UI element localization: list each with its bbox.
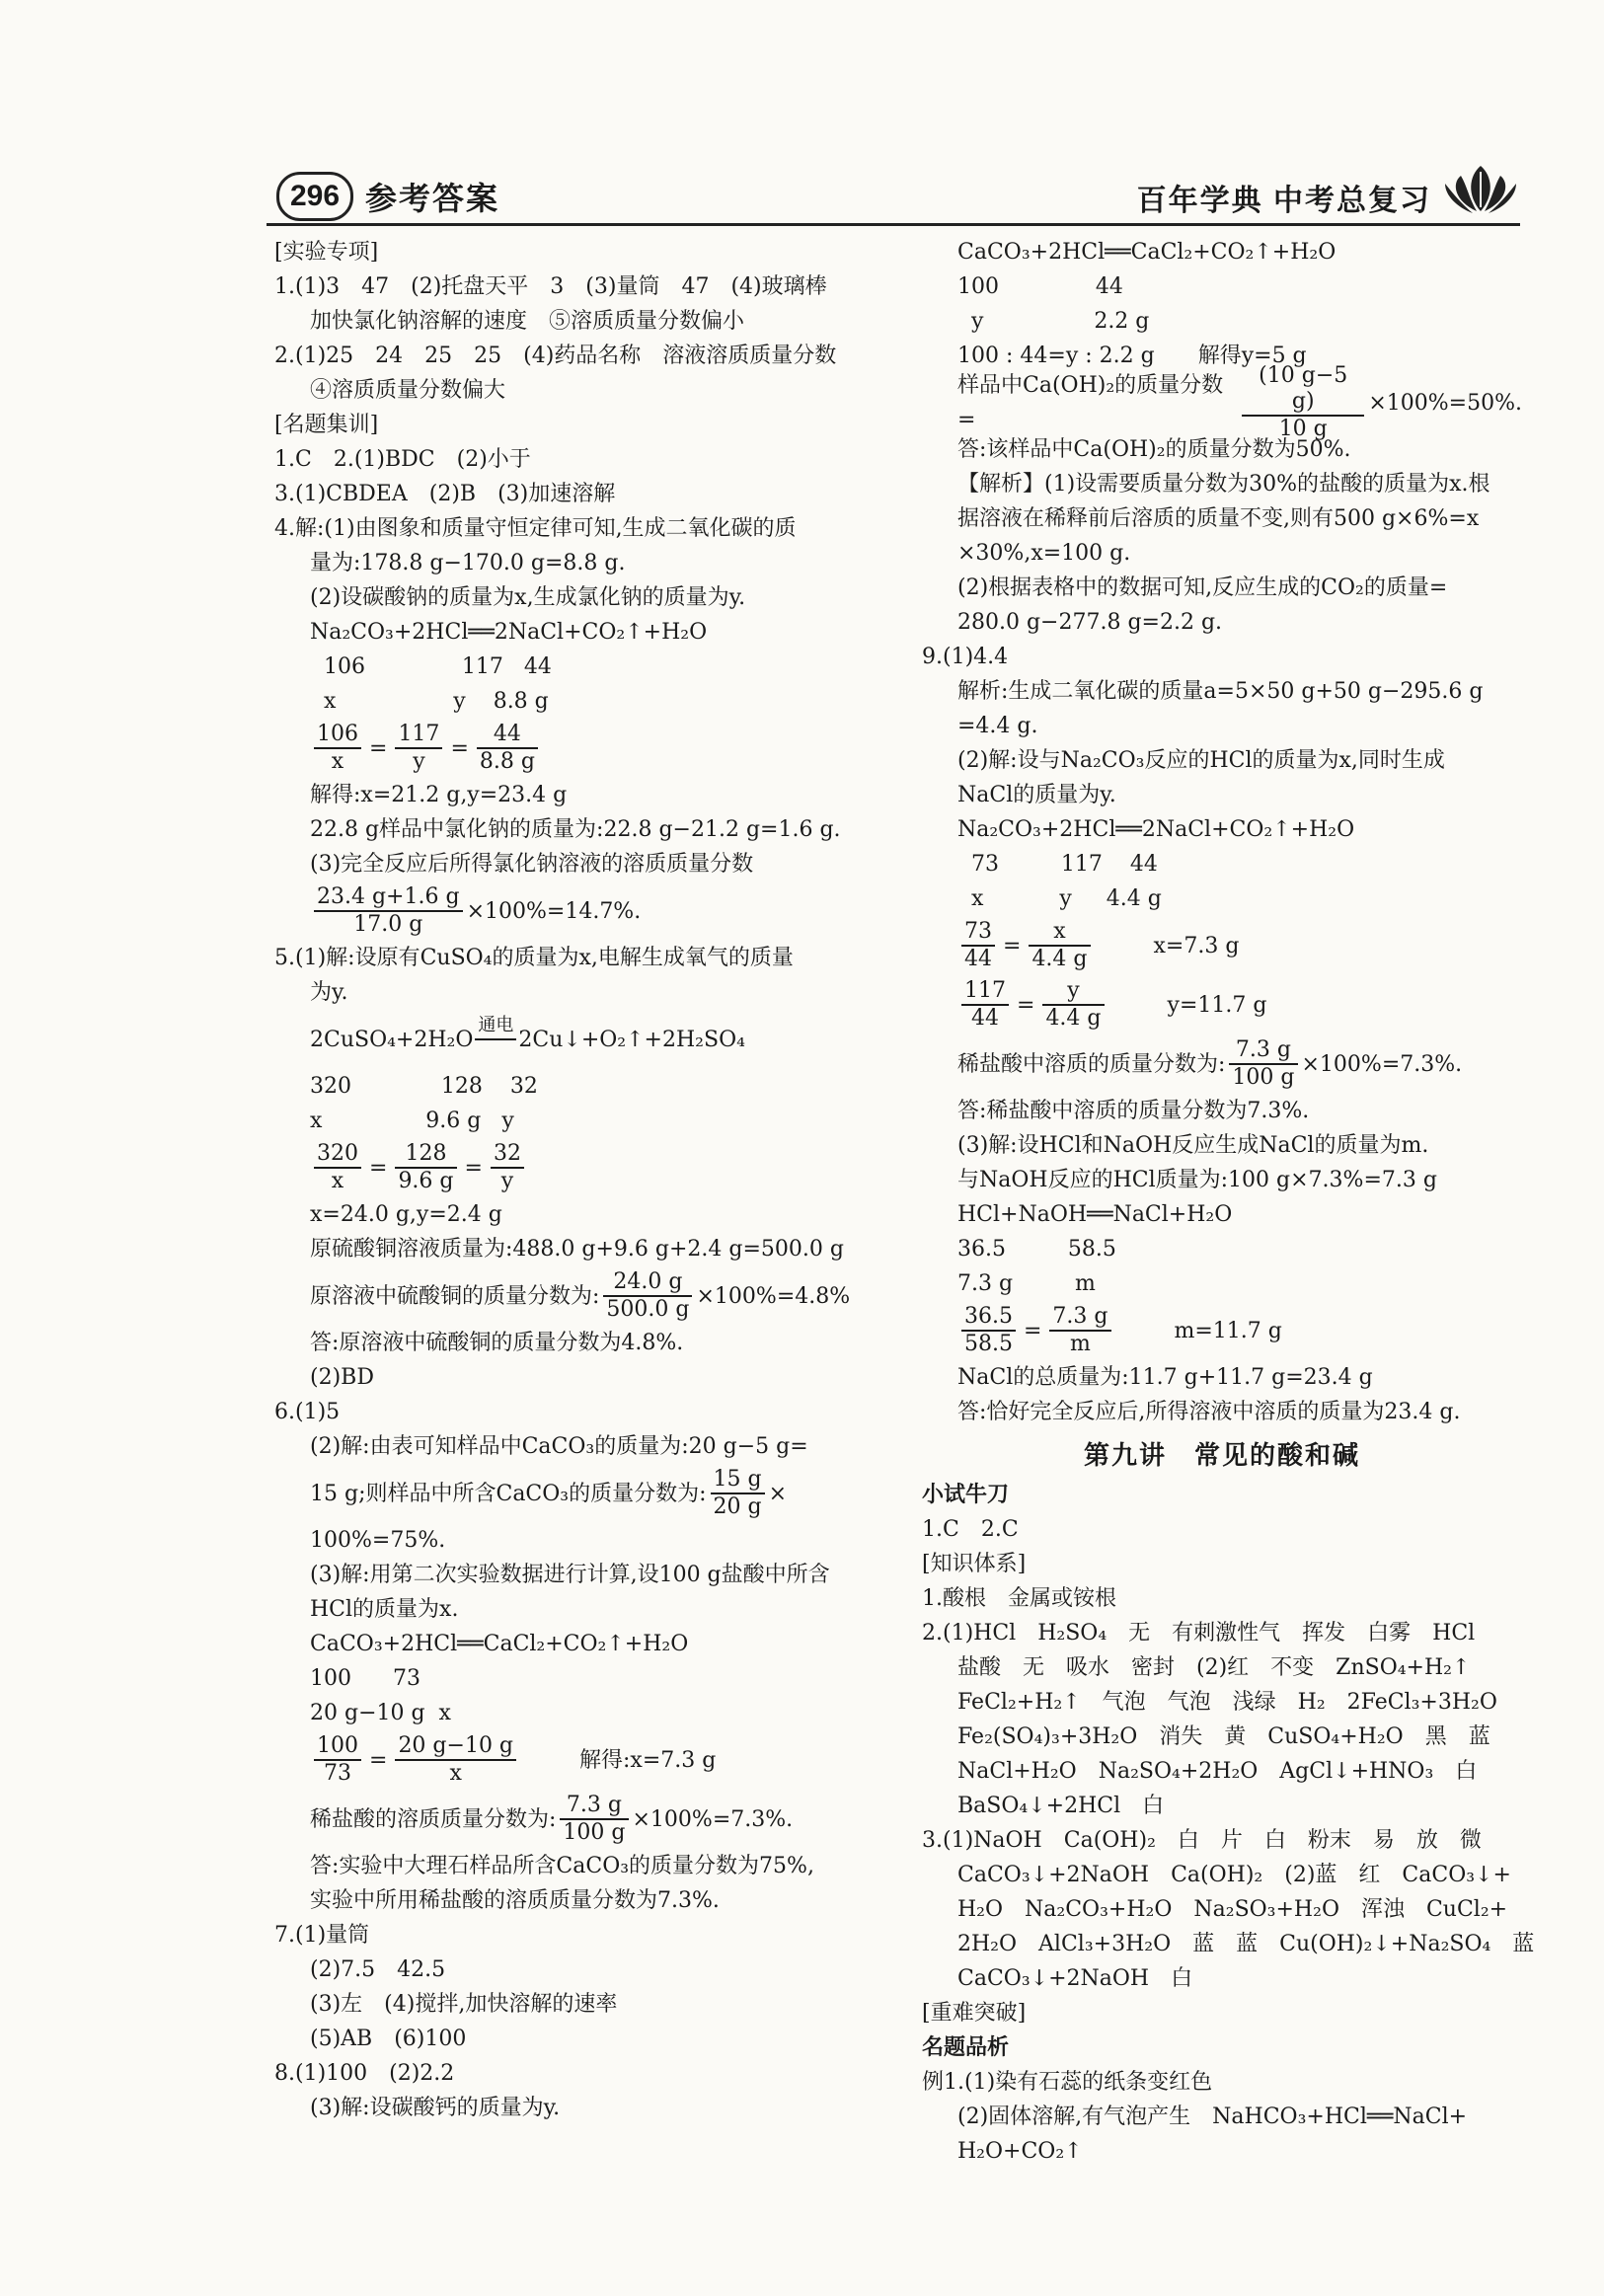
- fraction-denominator: x: [331, 749, 344, 774]
- page-number: 296: [276, 172, 353, 221]
- text-line: ④溶质质量分数偏大: [310, 378, 506, 403]
- text-line: 加快氯化钠溶解的速度 ⑤溶质质量分数偏小: [310, 309, 745, 334]
- subsection-title: 名题品析: [922, 2034, 1010, 2060]
- text-line: (3)解:设HCl和NaOH反应生成NaCl的质量为m.: [957, 1133, 1429, 1158]
- text-line: 9.(1)4.4: [922, 645, 1009, 669]
- text-line: CaCO₃↓+2NaOH Ca(OH)₂ (2)蓝 红 CaCO₃↓+: [957, 1863, 1511, 1887]
- fraction-numerator: x: [1029, 919, 1090, 947]
- fraction-denominator: 100 g: [563, 1820, 626, 1845]
- expression-prefix: 稀盐酸中溶质的质量分数为:: [957, 1051, 1226, 1077]
- text-line: 1.酸根 金属或铵根: [922, 1586, 1116, 1611]
- text-line: 4.解:(1)由图象和质量守恒定律可知,生成二氧化碳的质: [274, 516, 797, 541]
- text-line: (5)AB (6)100: [310, 2027, 467, 2051]
- fraction-numerator: 128: [395, 1141, 456, 1169]
- fraction-numerator: 100: [314, 1733, 361, 1761]
- text-line: (2)解:设与Na₂CO₃反应的HCl的质量为x,同时生成: [957, 748, 1445, 773]
- text-line: x=24.0 g,y=2.4 g: [310, 1202, 502, 1227]
- text-line: H₂O+CO₂↑: [957, 2139, 1083, 2164]
- equation: Na₂CO₃+2HCl══2NaCl+CO₂↑+H₂O: [957, 817, 1355, 842]
- text-line: 1.C 2.C: [922, 1517, 1019, 1542]
- equation-unknowns: x y 4.4 g: [971, 886, 1162, 911]
- equation-unknowns: x y 8.8 g: [324, 689, 549, 714]
- expression-tail: 解得:x=7.3 g: [579, 1747, 717, 1773]
- text-line: 答:稀盐酸中溶质的质量分数为7.3%.: [957, 1099, 1310, 1123]
- equation-coefficients: 100 44: [957, 274, 1123, 299]
- expression-prefix: 样品中Ca(OH)₂的质量分数=: [957, 373, 1224, 432]
- fraction-expression: [274, 881, 886, 941]
- fraction-expression: [274, 1266, 886, 1326]
- fraction-denominator: 9.6 g: [398, 1169, 454, 1193]
- fraction-numerator: (10 g−5 g): [1242, 363, 1364, 417]
- fraction-numerator: 117: [395, 722, 442, 749]
- text-line: 解得:x=21.2 g,y=23.4 g: [310, 783, 568, 807]
- equation: CaCO₃+2HCl══CaCl₂+CO₂↑+H₂O: [957, 240, 1337, 265]
- text-line: 答:原溶液中硫酸铜的质量分数为4.8%.: [310, 1331, 684, 1355]
- fraction-expression: [922, 1034, 1522, 1094]
- fraction-numerator: 7.3 g: [1049, 1304, 1110, 1332]
- equation: Na₂CO₃+2HCl══2NaCl+CO₂↑+H₂O: [310, 620, 708, 645]
- text-line: 2.(1)25 24 25 25 (4)药品名称 溶液溶质质量分数: [274, 344, 837, 368]
- chapter-title: 第九讲 常见的酸和碱: [1083, 1440, 1360, 1470]
- text-line: 实验中所用稀盐酸的溶质质量分数为7.3%.: [310, 1888, 720, 1913]
- text-line: 【解析】(1)设需要质量分数为30%的盐酸的质量为x.根: [957, 472, 1490, 497]
- equation: HCl+NaOH══NaCl+H₂O: [957, 1202, 1233, 1227]
- equation-coefficients: 73 117 44: [971, 852, 1158, 877]
- text-line: FeCl₂+H₂↑ 气泡 气泡 浅绿 H₂ 2FeCl₃+3H₂O: [957, 1690, 1497, 1715]
- ratio-equation: $\frac{106}{x}$ = $\frac{117}{y}$ = $\frac{44}{8.8 g}$: [274, 719, 886, 778]
- fraction-denominator: 100 g: [1232, 1065, 1295, 1090]
- text-line: 8.(1)100 (2)2.2: [274, 2061, 455, 2086]
- text-line: =4.4 g.: [957, 714, 1038, 738]
- equation: CaCO₃+2HCl══CaCl₂+CO₂↑+H₂O: [310, 1632, 689, 1656]
- ratio-equation: $\frac{117}{44}$ = $\frac{y}{4.4 g}$ y=11.7 g: [922, 975, 1522, 1034]
- text-line: 100 : 44=y : 2.2 g 解得y=5 g: [957, 344, 1307, 368]
- fraction-numerator: y: [1042, 978, 1104, 1006]
- text-line: 答:该样品中Ca(OH)₂的质量分数为50%.: [957, 437, 1351, 462]
- left-column: [274, 235, 886, 2125]
- ratio-equation: $\frac{100}{73}$ = $\frac{20 g-10 g}{x}$ 解得:x=7.3 g: [274, 1730, 886, 1790]
- fraction-numerator: 73: [961, 919, 995, 947]
- fraction-expression: [274, 1790, 886, 1849]
- fraction-expression: [274, 1464, 886, 1523]
- text-line: 答:实验中大理石样品所含CaCO₃的质量分数为75%,: [310, 1854, 814, 1878]
- equation-coefficients: 36.5 58.5: [957, 1237, 1116, 1262]
- text-line: (2)解:由表可知样品中CaCO₃的质量为:20 g−5 g=: [310, 1434, 808, 1459]
- text-line: 据溶液在稀释前后溶质的质量不变,则有500 g×6%=x: [957, 506, 1480, 531]
- fraction-expression: [922, 363, 1522, 441]
- fraction-denominator: 73: [324, 1761, 351, 1786]
- fraction-numerator: 320: [314, 1141, 361, 1169]
- equation-unknowns: 7.3 g m: [957, 1271, 1096, 1296]
- expression-tail: ×: [768, 1481, 788, 1506]
- text-line: (3)完全反应后所得氯化钠溶液的溶质质量分数: [310, 852, 754, 877]
- fraction-denominator: 8.8 g: [479, 749, 535, 774]
- fraction-numerator: 32: [491, 1141, 524, 1169]
- expression-tail: ×100%=14.7%.: [466, 898, 642, 924]
- expression-tail: x=7.3 g: [1153, 933, 1240, 958]
- fraction-numerator: 23.4 g+1.6 g: [314, 884, 463, 912]
- fraction-numerator: 7.3 g: [560, 1793, 628, 1820]
- expression-tail: ×100%=7.3%.: [1301, 1051, 1463, 1077]
- text-line: (2)7.5 42.5: [310, 1957, 446, 1982]
- text-line: [实验专项]: [274, 240, 379, 265]
- text-line: 22.8 g样品中氯化钠的质量为:22.8 g−21.2 g=1.6 g.: [310, 817, 841, 842]
- fraction-numerator: 106: [314, 722, 361, 749]
- ratio-equation: $\frac{36.5}{58.5}$ = $\frac{7.3 g}{m}$ m=11.7 g: [922, 1301, 1522, 1360]
- expression-tail: ×100%=50%.: [1368, 390, 1522, 416]
- text-line: 答:恰好完全反应后,所得溶液中溶质的质量为23.4 g.: [957, 1400, 1461, 1424]
- leaf-logo-icon: [1441, 162, 1520, 217]
- text-line: 量为:178.8 g−170.0 g=8.8 g.: [310, 551, 626, 575]
- fraction-numerator: 20 g−10 g: [395, 1733, 516, 1761]
- fraction-numerator: 15 g: [711, 1467, 765, 1494]
- equation-unknowns: x 9.6 g y: [310, 1109, 514, 1133]
- text-line: NaCl的总质量为:11.7 g+11.7 g=23.4 g: [957, 1365, 1373, 1390]
- fraction-numerator: 44: [477, 722, 538, 749]
- text-line: (2)BD: [310, 1365, 374, 1390]
- equation-products: 2Cu↓+O₂↑+2H₂SO₄: [518, 1027, 745, 1052]
- ratio-equation: $\frac{320}{x}$ = $\frac{128}{9.6 g}$ = $\frac{32}{y}$: [274, 1138, 886, 1197]
- expression-tail: y=11.7 g: [1167, 992, 1267, 1018]
- fraction-numerator: 117: [961, 978, 1009, 1006]
- text-line: 7.(1)量筒: [274, 1923, 370, 1948]
- text-line: NaCl的质量为y.: [957, 783, 1116, 807]
- fraction-denominator: 4.4 g: [1031, 947, 1088, 971]
- fraction-denominator: x: [449, 1761, 462, 1786]
- reaction-condition: 通电: [475, 1013, 516, 1040]
- subsection-title: [知识体系]: [922, 1552, 1027, 1576]
- right-column: [922, 235, 1535, 2169]
- section-title: 参考答案: [365, 181, 500, 216]
- fraction-denominator: 20 g: [713, 1494, 762, 1519]
- text-line: 2.(1)HCl H₂SO₄ 无 有刺激性气 挥发 白雾 HCl: [922, 1621, 1476, 1645]
- fraction-denominator: x: [331, 1169, 344, 1193]
- text-line: 100%=75%.: [310, 1528, 446, 1553]
- fraction-denominator: 500.0 g: [606, 1297, 690, 1322]
- electrolysis-equation: [274, 1010, 886, 1069]
- fraction-denominator: 44: [964, 947, 992, 971]
- fraction-numerator: 7.3 g: [1229, 1037, 1297, 1065]
- fraction-denominator: y: [413, 749, 425, 774]
- expression-prefix: 稀盐酸的溶质质量分数为:: [310, 1806, 557, 1832]
- text-line: 解析:生成二氧化碳的质量a=5×50 g+50 g−295.6 g: [957, 679, 1484, 704]
- fraction-denominator: 4.4 g: [1045, 1006, 1102, 1031]
- text-line: NaCl+H₂O Na₂SO₄+2H₂O AgCl↓+HNO₃ 白: [957, 1759, 1478, 1784]
- text-line: 2H₂O AlCl₃+3H₂O 蓝 蓝 Cu(OH)₂↓+Na₂SO₄ 蓝: [957, 1932, 1535, 1956]
- text-line: (2)固体溶解,有气泡产生 NaHCO₃+HCl══NaCl+: [957, 2105, 1468, 2129]
- expression-prefix: 原溶液中硫酸铜的质量分数为:: [310, 1283, 600, 1309]
- expression-tail: ×100%=7.3%.: [632, 1806, 794, 1832]
- equation-unknowns: 20 g−10 g x: [310, 1701, 451, 1725]
- fraction-denominator: y: [500, 1169, 514, 1193]
- expression-tail: ×100%=4.8%: [696, 1283, 851, 1309]
- text-line: 例1.(1)染有石蕊的纸条变红色: [922, 2070, 1213, 2095]
- text-line: 盐酸 无 吸水 密封 (2)红 不变 ZnSO₄+H₂↑: [957, 1655, 1471, 1680]
- text-line: 5.(1)解:设原有CuSO₄的质量为x,电解生成氧气的质量: [274, 946, 794, 970]
- text-line: Fe₂(SO₄)₃+3H₂O 消失 黄 CuSO₄+H₂O 黑 蓝: [957, 1724, 1490, 1749]
- page-header: [267, 168, 1520, 225]
- subsection-title: [重难突破]: [922, 2001, 1027, 2026]
- text-line: (3)左 (4)搅拌,加快溶解的速率: [310, 1992, 618, 2017]
- text-line: H₂O Na₂CO₃+H₂O Na₂SO₃+H₂O 浑浊 CuCl₂+: [957, 1897, 1508, 1922]
- header-rule: [267, 223, 1520, 226]
- text-line: HCl的质量为x.: [310, 1597, 459, 1622]
- text-line: 1.(1)3 47 (2)托盘天平 3 (3)量筒 47 (4)玻璃棒: [274, 274, 827, 299]
- text-line: (3)解:设碳酸钙的质量为y.: [310, 2096, 561, 2120]
- subsection-title: 小试牛刀: [922, 1482, 1010, 1507]
- fraction-denominator: m: [1070, 1332, 1091, 1356]
- text-line: 6.(1)5: [274, 1400, 341, 1424]
- equation-coefficients: 100 73: [310, 1666, 420, 1691]
- text-line: 原硫酸铜溶液质量为:488.0 g+9.6 g+2.4 g=500.0 g: [310, 1237, 844, 1262]
- equation-coefficients: 320 128 32: [310, 1074, 538, 1099]
- expression-prefix: 15 g;则样品中所含CaCO₃的质量分数为:: [310, 1481, 707, 1506]
- text-line: (2)根据表格中的数据可知,反应生成的CO₂的质量=: [957, 575, 1448, 600]
- text-line: 3.(1)CBDEA (2)B (3)加速溶解: [274, 482, 616, 506]
- text-line: 3.(1)NaOH Ca(OH)₂ 白 片 白 粉末 易 放 微: [922, 1828, 1482, 1853]
- equation-coefficients: 106 117 44: [324, 654, 552, 679]
- text-line: (3)解:用第二次实验数据进行计算,设100 g盐酸中所含: [310, 1563, 830, 1587]
- equation-unknowns: y 2.2 g: [971, 309, 1150, 334]
- text-line: BaSO₄↓+2HCl 白: [957, 1794, 1165, 1818]
- text-line: ×30%,x=100 g.: [957, 541, 1131, 566]
- book-title: 百年学典 中考总复习: [1136, 185, 1431, 217]
- fraction-denominator: 10 g: [1278, 417, 1328, 441]
- text-line: (2)设碳酸钠的质量为x,生成氯化钠的质量为y.: [310, 585, 746, 610]
- fraction-denominator: 44: [971, 1006, 999, 1031]
- text-line: [名题集训]: [274, 413, 379, 437]
- fraction-denominator: 58.5: [964, 1332, 1013, 1356]
- text-line: CaCO₃↓+2NaOH 白: [957, 1966, 1193, 1991]
- expression-tail: m=11.7 g: [1174, 1318, 1282, 1343]
- fraction-numerator: 36.5: [961, 1304, 1016, 1332]
- fraction-denominator: 17.0 g: [353, 912, 423, 937]
- text-line: 与NaOH反应的HCl质量为:100 g×7.3%=7.3 g: [957, 1168, 1437, 1192]
- fraction-numerator: 24.0 g: [603, 1269, 692, 1297]
- text-line: 为y.: [310, 980, 348, 1005]
- ratio-equation: $\frac{73}{44}$ = $\frac{x}{4.4 g}$ x=7.3 g: [922, 916, 1522, 975]
- equation-reactants: 2CuSO₄+2H₂O: [310, 1027, 474, 1052]
- text-line: 280.0 g−277.8 g=2.2 g.: [957, 610, 1223, 635]
- text-line: 1.C 2.(1)BDC (2)小于: [274, 447, 531, 472]
